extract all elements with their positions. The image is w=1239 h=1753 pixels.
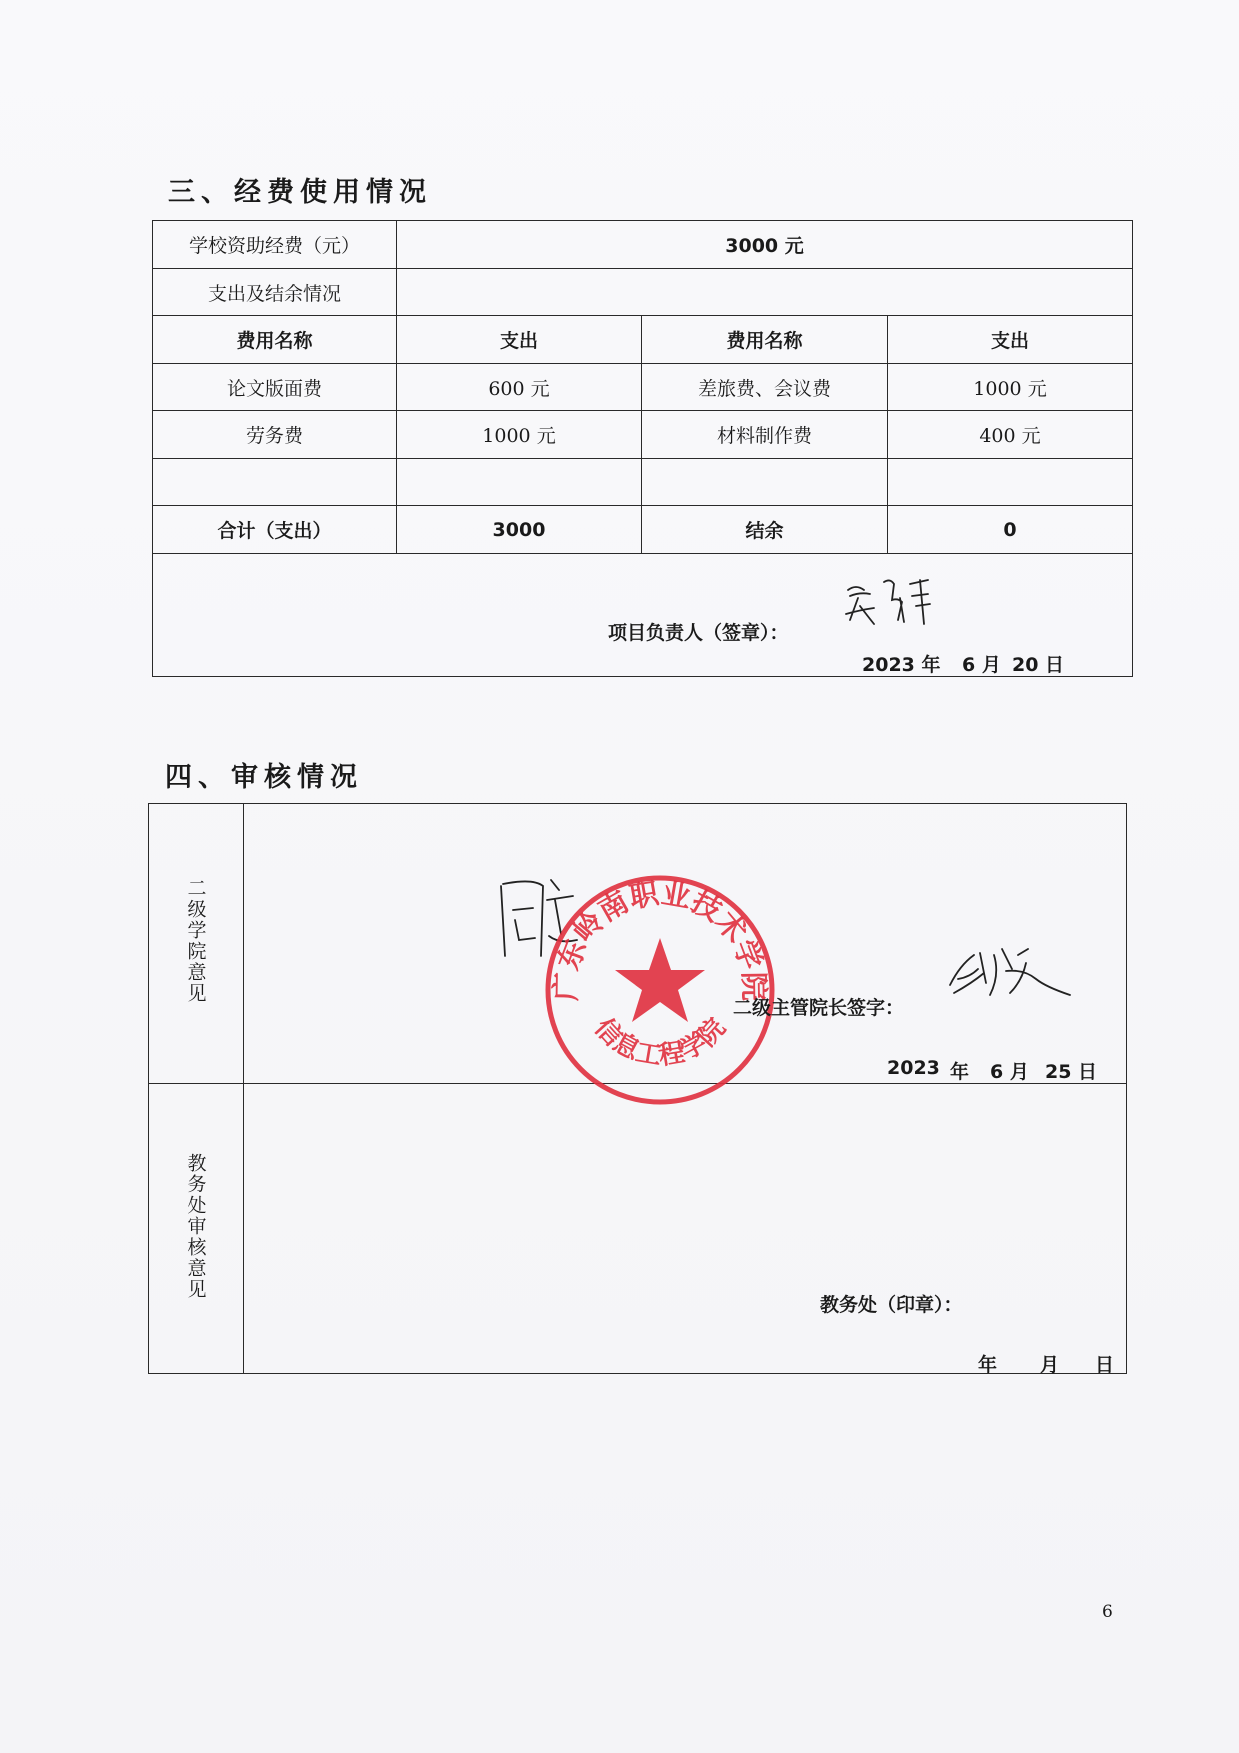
total-value: 3000 [397, 506, 642, 554]
school-funding-label: 学校资助经费（元） [153, 221, 397, 269]
official-stamp [540, 870, 780, 1110]
college-date-year-suffix: 年 [950, 1061, 970, 1083]
expense-name-cell: 材料制作费 [642, 411, 888, 459]
leader-date-year: 2023 年 [862, 654, 941, 676]
page-number: 6 [1102, 1602, 1113, 1622]
academic-date-day: 日 [1095, 1354, 1115, 1376]
expense-amount-cell: 400 元 [888, 411, 1133, 459]
project-leader-signature [840, 570, 940, 630]
table-header-cell: 费用名称 [642, 316, 888, 364]
project-leader-label: 项目负责人（签章）： [608, 622, 789, 644]
stamp-bottom-text: 信息工程学院 [588, 1012, 732, 1072]
academic-affairs-label-cell [149, 1084, 244, 1374]
empty-cell [642, 459, 888, 506]
expense-name-cell: 劳务费 [153, 411, 397, 459]
section-4-title: 四、审核情况 [165, 762, 363, 793]
expense-amount-cell: 600 元 [397, 364, 642, 411]
academic-affairs-stamp-label: 教务处（印章）： [820, 1294, 963, 1316]
expense-amount-cell: 1000 元 [397, 411, 642, 459]
table-header-cell: 支出 [888, 316, 1133, 364]
svg-text:信息工程学院 [588, 1012, 731, 1071]
college-opinion-label: 二级学院意见 [184, 878, 207, 1004]
table-header-cell: 支出 [397, 316, 642, 364]
section-3-title: 三、经费使用情况 [168, 177, 432, 208]
expense-name-cell: 论文版面费 [153, 364, 397, 411]
leader-date-month: 6 月 [962, 654, 1001, 676]
expense-amount-cell: 1000 元 [888, 364, 1133, 411]
table-header-cell: 费用名称 [153, 316, 397, 364]
empty-cell [397, 459, 642, 506]
expense-balance-value [397, 269, 1133, 316]
academic-date-month: 月 [1040, 1354, 1060, 1376]
expense-name-cell: 差旅费、会议费 [642, 364, 888, 411]
academic-affairs-label: 教务处审核意见 [184, 1152, 207, 1300]
total-label: 合计（支出） [153, 506, 397, 554]
college-date-month: 6 月 [990, 1061, 1029, 1083]
expense-table [152, 220, 1133, 677]
balance-label: 结余 [642, 506, 888, 554]
academic-date-year: 年 [978, 1354, 998, 1376]
college-opinion-label-cell [149, 804, 244, 1084]
college-date-day: 25 日 [1045, 1061, 1098, 1083]
dean-signature-label: 二级主管院长签字： [733, 997, 905, 1019]
empty-cell [153, 459, 397, 506]
school-funding-value: 3000 元 [397, 221, 1133, 269]
college-date-year: 2023 [887, 1057, 940, 1079]
leader-date-day: 20 日 [1012, 654, 1065, 676]
academic-affairs-cell [244, 1084, 1127, 1374]
empty-cell [888, 459, 1133, 506]
balance-value: 0 [888, 506, 1133, 554]
stamp-top-text: 广东岭南职业技术学院 [548, 875, 772, 1002]
dean-signature [940, 935, 1090, 1015]
expense-balance-label: 支出及结余情况 [153, 269, 397, 316]
